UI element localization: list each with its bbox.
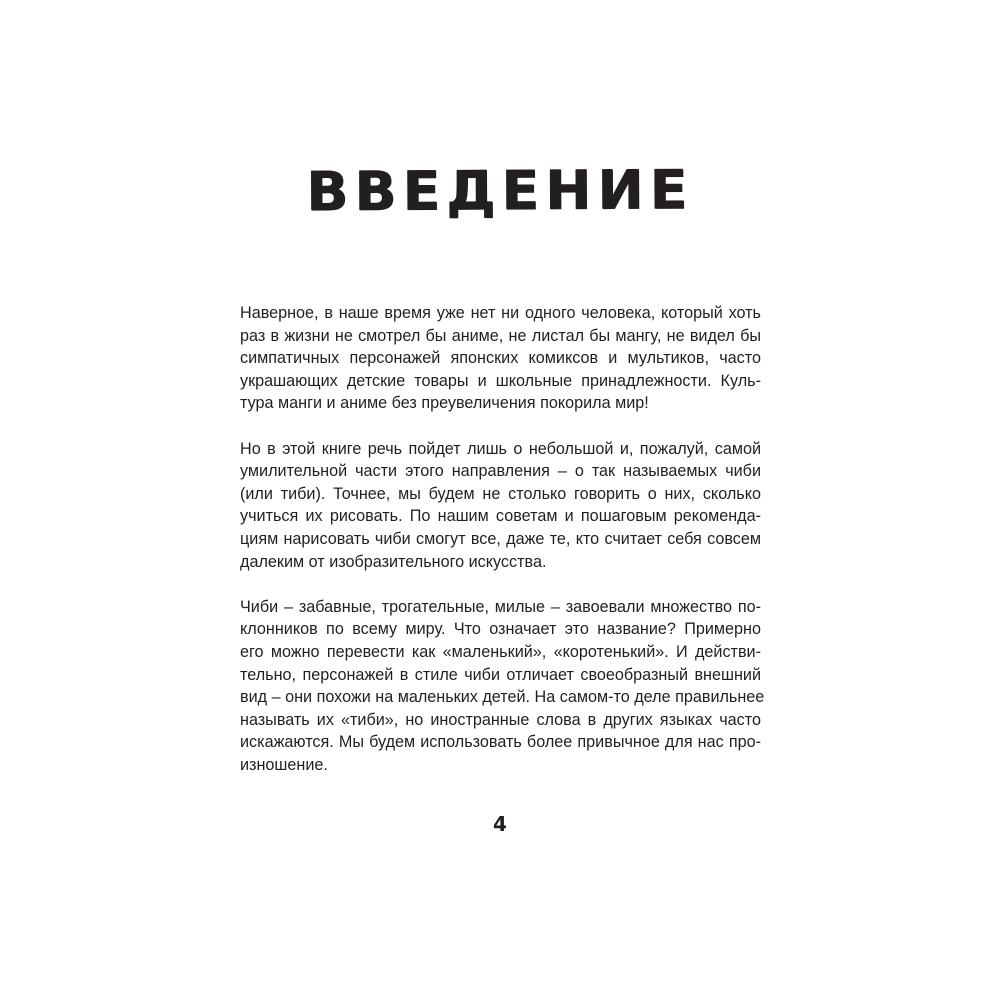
text-line: искажаются. Мы будем использовать более привычное для нас про- xyxy=(240,733,761,752)
paragraph-3 xyxy=(240,596,765,777)
body-text xyxy=(240,302,765,799)
text-line: Но в этой книге речь пойдет лишь о небольшой и, пожалуй, самой xyxy=(240,439,761,458)
text-line: тельно, персонажей в стиле чиби отличает своеобразный внешний xyxy=(240,665,761,684)
text-line: раз в жизни не смотрел бы аниме, не листал бы мангу, не видел бы xyxy=(240,326,761,345)
text-line: украшающих детские товары и школьные принадлежности. Куль- xyxy=(240,371,761,390)
text-line: Чиби – забавные, трогательные, милые – завоевали множество по- xyxy=(240,597,761,616)
text-line: его можно перевести как «маленький», «коротенький». И действи- xyxy=(240,642,761,661)
text-line: клонников по всему миру. Что означает это название? Примерно xyxy=(240,620,761,639)
text-line: Наверное, в наше время уже нет ни одного человека, который хоть xyxy=(240,304,761,322)
text-line: циям нарисовать чиби смогут все, даже те, кто считает себя совсем xyxy=(240,529,761,548)
page-number: 4 xyxy=(493,812,507,836)
text-line: умилительной части этого направления – о так называемых чиби xyxy=(240,462,761,481)
text-line: далеким от изобразительного искусства. xyxy=(240,552,547,571)
text-line: называть их «тиби», но иностранные слова в других языках часто xyxy=(240,710,761,729)
text-line: (или тиби). Точнее, мы будем не столько говорить о них, сколько xyxy=(240,484,761,503)
page-title: ВВЕДЕНИЕ xyxy=(306,158,694,223)
text-line: симпатичных персонажей японских комиксов и мультиков, часто xyxy=(240,349,761,368)
text-line: тура манги и аниме без преувеличения покорила мир! xyxy=(240,394,649,413)
text-line: вид – они похожи на маленьких детей. На самом-то деле правильнее xyxy=(240,688,765,707)
paragraph-1 xyxy=(240,302,761,415)
paragraph-2 xyxy=(240,438,761,574)
text-line: изношение. xyxy=(240,755,328,774)
text-line: учиться их рисовать. По нашим советам и пошаговым рекоменда- xyxy=(240,507,761,526)
